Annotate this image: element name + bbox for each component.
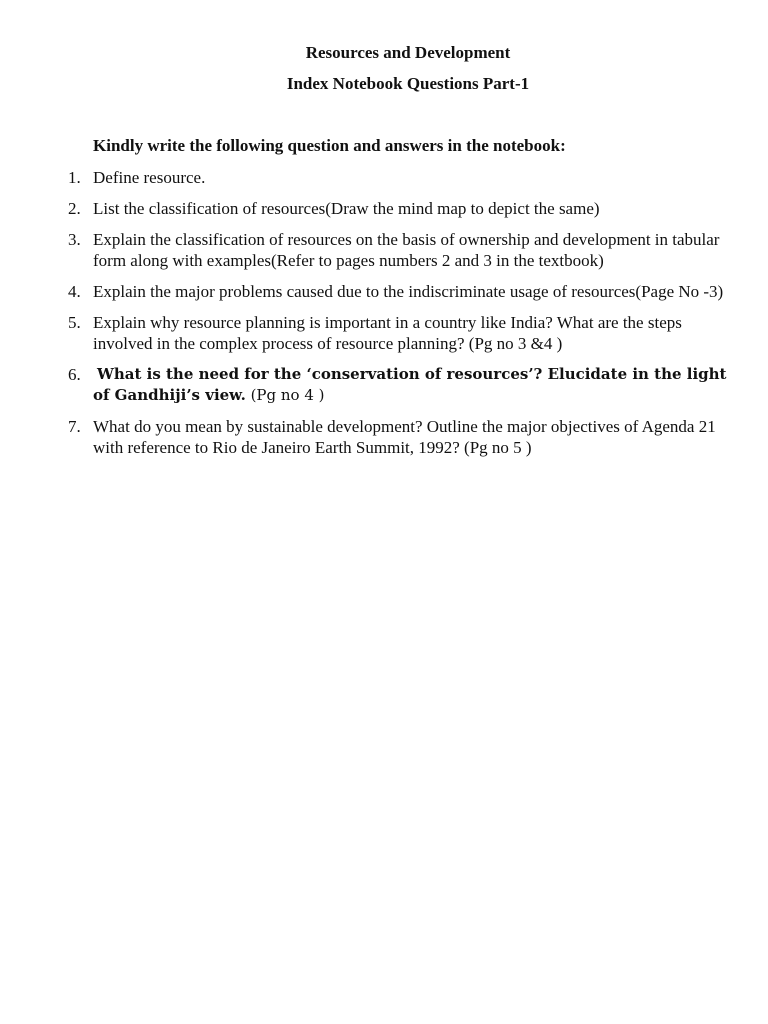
question-item-7 — [0, 416, 768, 458]
question-text: List the classification of resources(Draw the mind map to depict the same) — [93, 199, 600, 218]
question-text: Explain the major problems caused due to the indiscriminate usage of resources(Page No -3) — [93, 282, 724, 301]
question-page-reference: (Pg no 4 ) — [245, 386, 325, 404]
question-item-1 — [0, 167, 768, 188]
page-title: Resources and Development — [305, 43, 511, 62]
question-item-6 — [0, 364, 768, 406]
question-number: 4. — [68, 282, 81, 301]
question-text: Define resource. — [93, 168, 206, 187]
question-number: 1. — [68, 168, 81, 187]
question-text: What do you mean by sustainable development? Outline the major objectives of Agenda 21 with reference to Rio de Janeiro Earth Summit, 1992? (Pg no 5 ) — [93, 417, 716, 457]
question-list — [0, 167, 768, 468]
question-number: 7. — [68, 417, 81, 436]
question-text: Explain the classification of resources on the basis of ownership and development in tabular form along with examples(Refer to pages numbers 2 and 3 in the textbook) — [93, 230, 720, 270]
instruction-text: Kindly write the following question and answers in the notebook: — [93, 136, 566, 155]
question-text: Explain why resource planning is important in a country like India? What are the steps involved in the complex process of resource planning? (Pg no 3 &4 ) — [93, 313, 682, 353]
question-item-5 — [0, 312, 768, 354]
question-text-bold: What is the need for the ‘conservation of resources’? Elucidate in the light of Gandhiji’s view. — [93, 365, 727, 404]
question-item-3 — [0, 229, 768, 271]
question-number: 2. — [68, 199, 81, 218]
page-subtitle: Index Notebook Questions Part-1 — [286, 74, 530, 93]
question-number: 5. — [68, 313, 81, 332]
question-item-4 — [0, 281, 768, 302]
question-item-2 — [0, 198, 768, 219]
question-number: 6. — [68, 365, 81, 384]
question-number: 3. — [68, 230, 81, 249]
